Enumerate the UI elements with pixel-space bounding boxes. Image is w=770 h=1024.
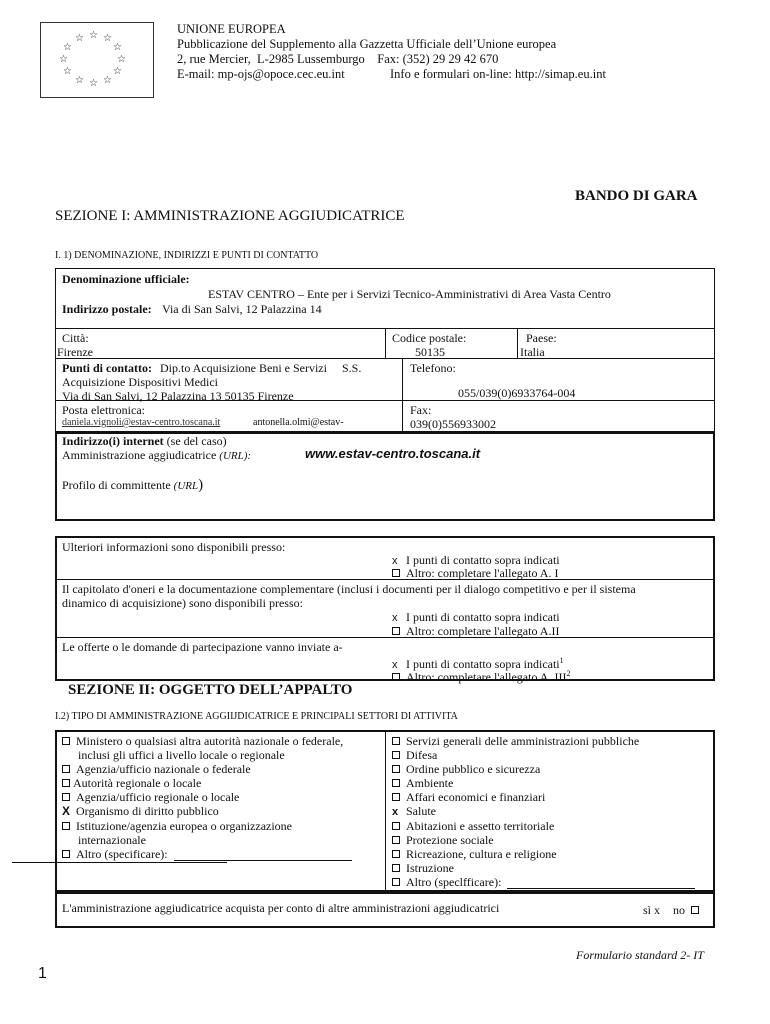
tipo-right-item-label: Protezione sociale: [406, 832, 494, 847]
tipo-right-item[interactable]: [392, 819, 712, 833]
header-email: E-mail: mp-ojs@opoce.cec.eu.int: [177, 67, 345, 81]
citta-label: Città:: [62, 331, 89, 345]
per-conto-text: L'amministrazione aggiudicatrice acquista per conto di altre amministrazioni aggiudicatrici: [62, 901, 500, 915]
tipo-right-item-label: Ordine pubblico e sicurezza: [406, 762, 541, 777]
star-icon: ☆: [89, 78, 98, 89]
paese-label: Paese:: [526, 331, 557, 345]
star-icon: ☆: [59, 54, 68, 65]
capitolato-text-2: dinamico di acquisizione) sono disponibili presso:: [62, 596, 303, 610]
email-value-1[interactable]: daniela.vignoli@estav-centro.toscana.it: [62, 417, 221, 428]
internet-label-suffix: (se del caso): [163, 434, 227, 448]
tipo-right-item-label: Abitazioni e assetto territoriale: [406, 818, 555, 833]
tipo-right-item[interactable]: [392, 804, 712, 818]
indirizzo-label: Indirizzo postale:: [62, 302, 152, 316]
capitolato-option-2-label: Altro: completare l'allegato A.II: [406, 624, 560, 638]
amm-url-label: Amministrazione aggiudicatrice: [62, 448, 220, 462]
tipo-right-item-label: Altro (speclfficare):: [406, 874, 502, 889]
offerte-text: Le offerte o le domande di partecipazione vanno inviate a-: [62, 640, 343, 654]
tipo-right-item[interactable]: [392, 734, 712, 748]
specify-blank-field[interactable]: [174, 849, 352, 861]
section-2-title: SEZIONE II: OGGETTO DELL’APPALTO: [68, 682, 353, 698]
email-value-2[interactable]: antonella.olmi@estav-: [253, 417, 344, 428]
fax-label: Fax:: [410, 403, 432, 417]
footer-form-label: Formulario standard 2- IT: [576, 948, 704, 962]
star-icon: ☆: [75, 33, 84, 44]
tipo-left-item[interactable]: [62, 776, 382, 790]
tipo-left-item-label: Agenzia/ufficio nazionale o federale: [76, 762, 251, 777]
tipo-right-item-label: Servizi generali delle amministrazioni pubbliche: [406, 734, 640, 748]
tipo-right-list: [392, 734, 712, 889]
x-mark-icon: x: [392, 806, 399, 819]
tipo-left-item-label: inclusi gli uffici a livello locale o regionale: [78, 748, 285, 763]
checkbox-icon: [392, 673, 400, 681]
ulteriori-option-1-label: I punti di contatto sopra indicati: [406, 553, 560, 567]
offerte-option-1-label: I punti di contatto sopra indicati: [406, 657, 560, 671]
star-icon: ☆: [63, 66, 72, 77]
tipo-right-item[interactable]: [392, 748, 712, 762]
checkbox-icon: [392, 627, 400, 635]
footnote-2-ref: 2: [566, 669, 571, 678]
tipo-left-item[interactable]: [62, 734, 382, 748]
per-conto-no[interactable]: [673, 903, 705, 917]
checkbox-icon: [62, 765, 70, 773]
page-number: 1: [38, 965, 47, 982]
internet-label: Indirizzo(i) internet: [62, 434, 164, 448]
capitolato-option-1[interactable]: [392, 610, 560, 625]
telefono-value[interactable]: 055/039(0)6933764-004: [458, 386, 576, 400]
footnote-1-ref: 1: [559, 656, 564, 665]
per-conto-no-label: no: [673, 903, 685, 917]
ulteriori-text: Ulteriori informazioni sono disponibili presso:: [62, 540, 286, 554]
capitolato-option-1-label: I punti di contatto sopra indicati: [406, 610, 560, 624]
x-mark-icon: X: [62, 804, 71, 819]
profilo-row: [62, 478, 203, 493]
tipo-right-item-label: Istruzione: [406, 860, 454, 875]
profilo-hint: (URL: [173, 480, 199, 492]
telefono-label: Telefono:: [410, 361, 456, 375]
cap-value[interactable]: 50135: [415, 345, 445, 359]
x-mark-icon: x: [392, 612, 398, 624]
x-mark-icon: x: [392, 659, 398, 671]
tipo-left-item[interactable]: [62, 847, 382, 861]
checkbox-icon: [392, 836, 400, 844]
punti-contatto-value-1[interactable]: Dip.to Acquisizione Beni e Servizi S.S.: [160, 361, 362, 375]
checkbox-icon: [392, 850, 400, 858]
tipo-left-item: [62, 833, 382, 847]
tipo-right-item-label: Affari economici e finanziari: [406, 790, 546, 805]
tipo-left-item-label: Istituzione/agenzia europea o organizzazione: [76, 818, 293, 833]
checkbox-icon: [392, 751, 400, 759]
fax-value[interactable]: 039(0)556933002: [410, 417, 496, 431]
punti-contatto-label: Punti di contatto:: [62, 361, 152, 375]
tipo-right-item[interactable]: [392, 861, 712, 875]
checkbox-icon: [62, 793, 70, 801]
star-icon: ☆: [113, 42, 122, 53]
star-icon: ☆: [103, 75, 112, 86]
header-info-link[interactable]: Info e formulari on-line: http://simap.eu.int: [390, 67, 606, 81]
tipo-left-list: [62, 734, 382, 861]
ulteriori-option-2[interactable]: [392, 566, 558, 580]
section-1-title: SEZIONE I: AMMINISTRAZIONE AGGIUDICATRICE: [55, 208, 405, 224]
amm-url-hint: (URL):: [219, 450, 252, 462]
citta-value[interactable]: Firenze: [57, 345, 93, 359]
checkbox-icon: [392, 569, 400, 577]
tipo-left-item[interactable]: [62, 819, 382, 833]
doc-title: BANDO DI GARA: [575, 188, 698, 204]
tipo-right-item[interactable]: [392, 833, 712, 847]
cap-label: Codice postale:: [392, 331, 467, 345]
tipo-right-item[interactable]: [392, 790, 712, 804]
profilo-label: Profilo di committente: [62, 478, 174, 492]
star-icon: ☆: [117, 54, 126, 65]
tipo-left-item[interactable]: [62, 804, 382, 818]
star-icon: ☆: [113, 66, 122, 77]
internet-heading: [62, 434, 227, 448]
tipo-right-item[interactable]: [392, 847, 712, 861]
tipo-left-item[interactable]: [62, 762, 382, 776]
per-conto-si[interactable]: sì x: [643, 903, 661, 917]
tipo-left-item-label: Organismo di diritto pubblico: [76, 804, 219, 819]
checkbox-icon: [62, 822, 70, 830]
checkbox-icon: [392, 765, 400, 773]
punti-contatto-value-3[interactable]: Via di San Salvi, 12 Palazzina 13 50135 Firenze: [62, 389, 294, 403]
subsection-i1-title: I. 1) DENOMINAZIONE, INDIRIZZI E PUNTI DI CONTATTO: [55, 250, 319, 261]
indirizzo-value[interactable]: Via di San Salvi, 12 Palazzina 14: [162, 302, 322, 316]
checkbox-icon: [392, 878, 400, 886]
profilo-paren: ): [198, 477, 204, 493]
checkbox-icon: [691, 906, 699, 914]
denominazione-label: Denominazione ufficiale:: [62, 272, 190, 286]
checkbox-icon: [62, 850, 70, 858]
tipo-left-item-label: Ministero o qualsiasi altra autorità nazionale o federale,: [76, 734, 344, 748]
tipo-left-item-label: Altro (specificare):: [76, 846, 168, 861]
amm-url-link[interactable]: www.estav-centro.toscana.it: [305, 446, 481, 461]
tipo-right-item[interactable]: [392, 875, 712, 889]
header-line-2: Pubblicazione del Supplemento alla Gazzetta Ufficiale dell’Unione europea: [177, 37, 557, 51]
header-line-1: UNIONE EUROPEA: [177, 22, 286, 36]
tipo-left-item-label: internazionale: [78, 832, 146, 847]
checkbox-icon: [392, 822, 400, 830]
offerte-option-2[interactable]: [392, 667, 570, 684]
amm-url-row: [62, 448, 251, 463]
specify-blank-field[interactable]: [507, 877, 695, 889]
tipo-right-item[interactable]: [392, 776, 712, 790]
capitolato-text-1: Il capitolato d'oneri e la documentazione complementare (inclusi i documenti per il dialogo competitivo e per il sistema: [62, 582, 636, 596]
checkbox-icon: [392, 864, 400, 872]
tipo-left-item-label: Agenzia/ufficio regionale o locale: [76, 790, 240, 805]
star-icon: ☆: [75, 75, 84, 86]
tipo-left-item[interactable]: [62, 790, 382, 804]
checkbox-icon: [62, 779, 70, 787]
checkbox-icon: [392, 737, 400, 745]
denominazione-value[interactable]: ESTAV CENTRO – Ente per i Servizi Tecnico-Amministrativi di Area Vasta Centro: [208, 287, 611, 301]
eu-flag-logo: [40, 22, 154, 98]
header-line-3: 2, rue Mercier, L-2985 Lussemburgo Fax: (352) 29 29 42 670: [177, 52, 499, 66]
star-icon: ☆: [89, 30, 98, 41]
tipo-right-item-label: Salute: [406, 804, 436, 819]
star-icon: ☆: [103, 33, 112, 44]
tipo-right-item-label: Ricreazione, cultura e religione: [406, 846, 557, 861]
x-mark-icon: x: [392, 555, 398, 567]
star-icon: ☆: [63, 42, 72, 53]
tipo-left-item-label: Autorità regionale o locale: [73, 776, 202, 791]
tipo-left-item: [62, 748, 382, 762]
capitolato-option-2[interactable]: [392, 624, 559, 638]
offerte-option-2-label: Altro: completare l'allegato A. III: [406, 670, 567, 684]
email-label: Posta elettronica:: [62, 403, 145, 417]
punti-contatto-value-2[interactable]: Acquisizione Dispositivi Medici: [62, 375, 218, 389]
checkbox-icon: [392, 779, 400, 787]
tipo-right-item[interactable]: [392, 762, 712, 776]
tipo-right-item-label: Difesa: [406, 748, 438, 763]
checkbox-icon: [62, 737, 70, 745]
paese-value[interactable]: Italia: [520, 345, 545, 359]
subsection-i2-title: I.2) TIPO DI AMMINISTRAZIONE AGGIIJDICATRICE E PRINCIPALI SETTORI DI ATTIVITA: [55, 711, 458, 722]
tipo-right-item-label: Ambiente: [406, 776, 454, 791]
checkbox-icon: [392, 793, 400, 801]
ulteriori-option-2-label: Altro: completare l'allegato A. I: [406, 566, 559, 580]
